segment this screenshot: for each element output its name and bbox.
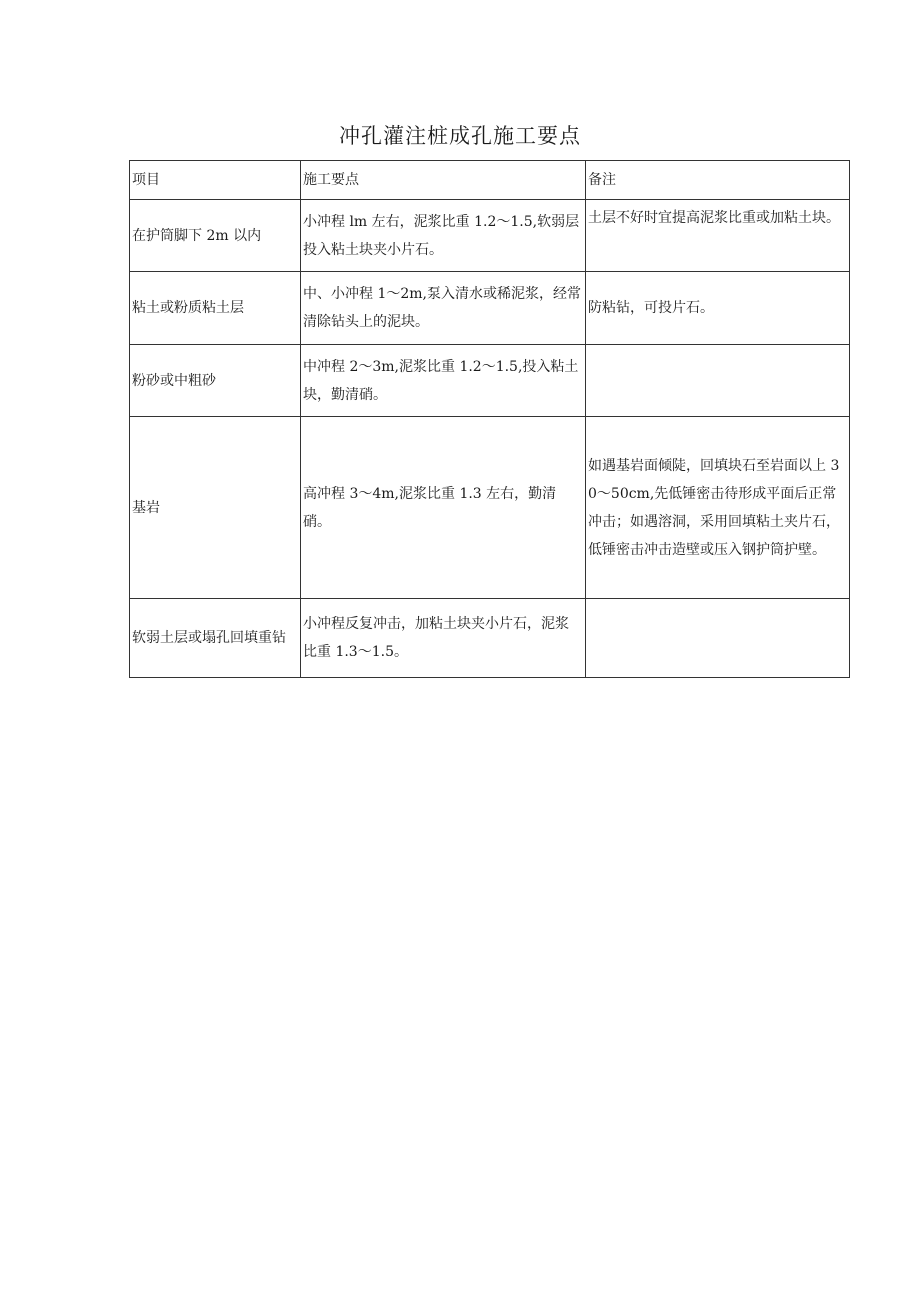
row-item: 粘土或粉质粘土层 <box>130 272 301 345</box>
table-row <box>130 417 850 599</box>
header-points: 施工要点 <box>301 161 586 200</box>
table-header-row <box>130 161 850 200</box>
row-remark <box>586 599 850 678</box>
table-row <box>130 345 850 417</box>
row-remark <box>586 345 850 417</box>
row-points: 中冲程 2～3m,泥浆比重 1.2～1.5,投入粘土块，勤清硝。 <box>301 345 586 417</box>
row-points: 高冲程 3～4m,泥浆比重 1.3 左右，勤清硝。 <box>301 417 586 599</box>
row-item: 基岩 <box>130 417 301 599</box>
row-item: 软弱土层或塌孔回填重钻 <box>130 599 301 678</box>
row-points: 中、小冲程 1～2m,泵入清水或稀泥浆，经常清除钻头上的泥块。 <box>301 272 586 345</box>
table-row <box>130 272 850 345</box>
table-row <box>130 599 850 678</box>
row-remark: 土层不好时宜提高泥浆比重或加粘土块。 <box>586 200 850 272</box>
row-remark: 防粘钻，可投片石。 <box>586 272 850 345</box>
row-item: 在护筒脚下 2m 以内 <box>130 200 301 272</box>
row-remark: 如遇基岩面倾陡，回填块石至岩面以上 30～50cm,先低锤密击待形成平面后正常冲击；如遇溶洞，采用回填粘土夹片石，低锤密击冲击造壁或压入钢护筒护壁。 <box>586 417 850 599</box>
row-points: 小冲程 lm 左右，泥浆比重 1.2～1.5,软弱层投入粘土块夹小片石。 <box>301 200 586 272</box>
header-remark: 备注 <box>586 161 850 200</box>
table-row <box>130 200 850 272</box>
row-item: 粉砂或中粗砂 <box>130 345 301 417</box>
row-points: 小冲程反复冲击，加粘土块夹小片石，泥浆比重 1.3～1.5。 <box>301 599 586 678</box>
construction-points-table <box>129 160 850 678</box>
document-title: 冲孔灌注桩成孔施工要点 <box>339 124 581 148</box>
header-item: 项目 <box>130 161 301 200</box>
